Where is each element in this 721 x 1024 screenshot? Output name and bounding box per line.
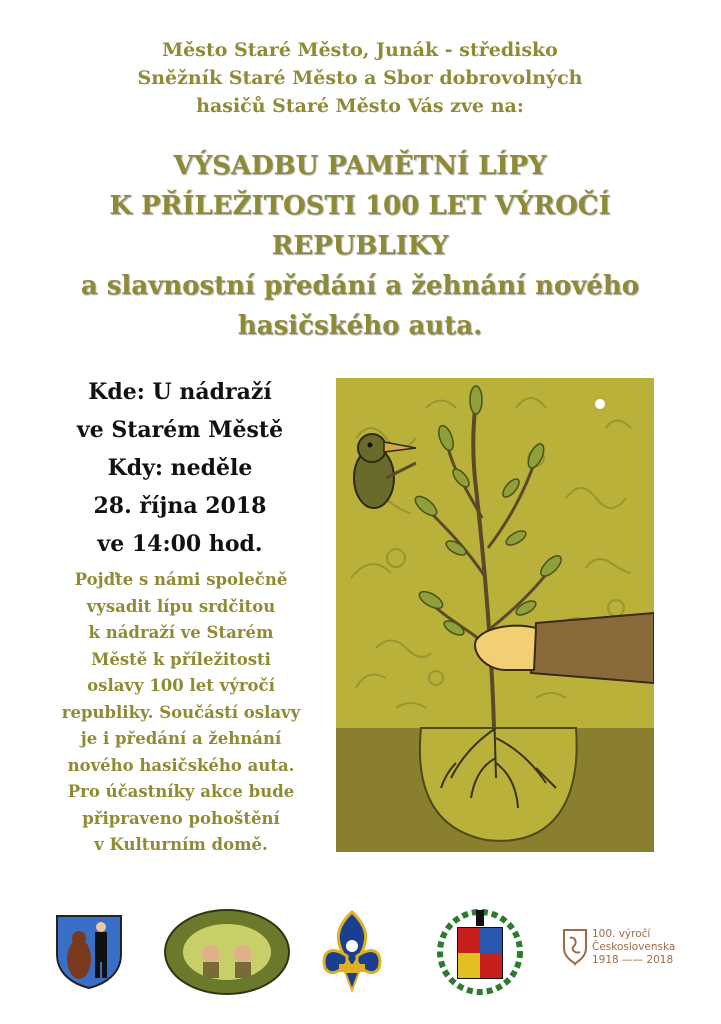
headline-line: REPUBLIKY xyxy=(271,231,449,261)
tree-planting-artwork xyxy=(336,378,654,852)
details-line: Kdy: neděle xyxy=(107,455,253,481)
intro-line: Sněžník Staré Město a Sbor dobrovolných xyxy=(137,67,583,89)
town-coat-of-arms-icon xyxy=(55,914,123,990)
headline xyxy=(20,146,700,346)
anniversary-line1: 100. výročí xyxy=(592,928,651,940)
intro-line: hasičů Staré Město Vás zve na: xyxy=(196,95,524,117)
body-line: Pro účastníky akce bude xyxy=(67,782,295,801)
details-line: 28. října 2018 xyxy=(93,493,267,519)
headline-line: hasičského auta. xyxy=(237,311,483,341)
junak-snezink-badge-icon xyxy=(163,908,291,996)
headline-line: K PŘÍLEŽITOSTI 100 LET VÝROČÍ xyxy=(109,191,611,221)
invitation-body xyxy=(26,567,336,859)
body-line: připraveno pohoštění xyxy=(82,808,280,828)
event-details xyxy=(30,373,330,563)
details-line: Kde: U nádraží xyxy=(88,379,272,405)
intro-line: Město Staré Město, Junák - středisko xyxy=(162,39,558,61)
body-line: oslavy 100 let výročí xyxy=(87,676,275,695)
body-line: vysadit lípu srdčitou xyxy=(86,596,276,616)
body-line: Pojďte s námi společně xyxy=(74,570,288,589)
tree-illustration xyxy=(336,378,654,852)
fire-brigade-emblem-icon xyxy=(432,906,528,998)
anniversary-years: 1918 —— 2018 xyxy=(592,954,674,966)
body-line: je i předání a žehnání xyxy=(80,729,282,748)
details-line: ve 14:00 hod. xyxy=(97,531,263,557)
intro-text xyxy=(40,36,680,120)
details-line: ve Starém Městě xyxy=(76,417,284,443)
scout-lily-icon xyxy=(317,910,387,994)
anniversary-mark-icon xyxy=(560,926,590,966)
anniversary-text xyxy=(592,928,702,967)
body-line: republiky. Součástí oslavy xyxy=(61,702,301,722)
anniversary-line2: Československa xyxy=(592,941,676,953)
body-line: k nádraží ve Starém xyxy=(88,623,274,642)
headline-line: VÝSADBU PAMĚTNÍ LÍPY xyxy=(173,151,547,181)
headline-line: a slavnostní předání a žehnání nového xyxy=(80,271,640,301)
sun-icon xyxy=(595,399,605,409)
body-line: v Kulturním domě. xyxy=(94,835,268,854)
body-line: nového hasičského auta. xyxy=(67,755,295,775)
body-line: Městě k příležitosti xyxy=(91,649,271,669)
